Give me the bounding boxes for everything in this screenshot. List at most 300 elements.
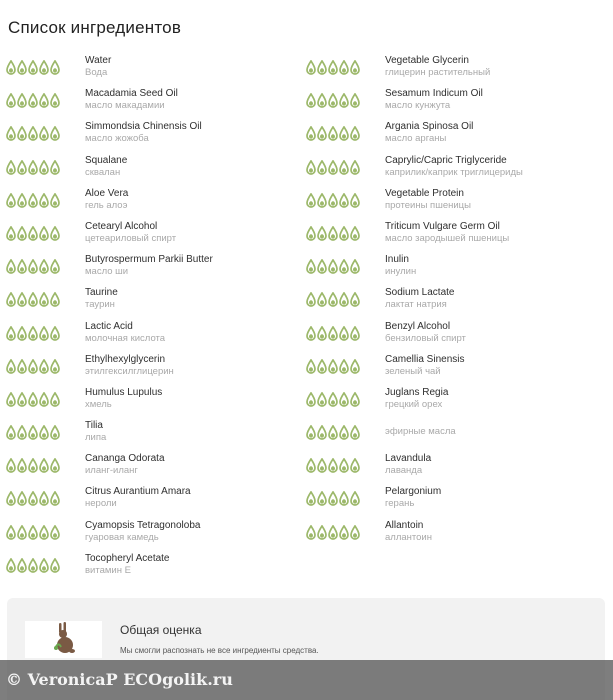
safety-rating — [6, 60, 60, 75]
ingredient-russian-name: гель алоэ — [85, 199, 128, 211]
drop-icon — [317, 359, 327, 374]
safety-rating — [6, 359, 60, 374]
safety-rating — [6, 93, 60, 108]
ingredient-russian-name: масло жожоба — [85, 133, 149, 145]
safety-rating — [306, 292, 360, 307]
drop-icon — [328, 458, 338, 473]
ingredient-inci-name: Aloe Vera — [85, 187, 129, 199]
safety-rating — [306, 126, 360, 141]
ingredient-inci-name: Simmondsia Chinensis Oil — [85, 121, 202, 133]
drop-icon — [339, 193, 349, 208]
ingredient-names — [85, 420, 106, 444]
drop-icon — [328, 226, 338, 241]
safety-rating — [306, 491, 360, 506]
ingredient-inci-name: Sodium Lactate — [385, 287, 455, 299]
drop-icon — [39, 558, 49, 573]
drop-icon — [6, 558, 16, 573]
drop-icon — [328, 193, 338, 208]
drop-icon — [28, 226, 38, 241]
drop-icon — [17, 458, 27, 473]
drop-icon — [28, 326, 38, 341]
ingredient-inci-name: Cananga Odorata — [85, 453, 165, 465]
safety-rating — [306, 359, 360, 374]
drop-icon — [350, 326, 360, 341]
drop-icon — [328, 292, 338, 307]
safety-rating — [306, 525, 360, 540]
ingredient-russian-name: таурин — [85, 299, 115, 311]
drop-icon — [306, 126, 316, 141]
drop-icon — [317, 292, 327, 307]
drop-icon — [50, 491, 60, 506]
ingredient-names — [385, 188, 471, 212]
drop-icon — [39, 193, 49, 208]
drop-icon — [339, 525, 349, 540]
ingredient-russian-name: бензиловый спирт — [385, 332, 466, 344]
ingredient-row[interactable] — [6, 251, 306, 284]
safety-rating — [306, 425, 360, 440]
drop-icon — [6, 425, 16, 440]
ingredient-row[interactable] — [6, 284, 306, 317]
drop-icon — [39, 392, 49, 407]
drop-icon — [328, 392, 338, 407]
ingredient-row[interactable] — [6, 384, 306, 417]
drop-icon — [317, 491, 327, 506]
drop-icon — [350, 93, 360, 108]
safety-rating — [306, 458, 360, 473]
drop-icon — [6, 226, 16, 241]
drop-icon — [50, 60, 60, 75]
drop-icon — [328, 425, 338, 440]
drop-icon — [28, 93, 38, 108]
ingredient-inci-name: Allantoin — [385, 519, 424, 531]
drop-icon — [39, 259, 49, 274]
ingredient-names — [85, 188, 128, 212]
ingredient-names — [85, 121, 202, 145]
drop-icon — [350, 226, 360, 241]
safety-rating — [6, 491, 60, 506]
drop-icon — [328, 160, 338, 175]
ingredient-inci-name: Humulus Lupulus — [85, 386, 163, 398]
drop-icon — [17, 160, 27, 175]
drop-icon — [39, 60, 49, 75]
drop-icon — [39, 226, 49, 241]
drop-icon — [350, 292, 360, 307]
ingredient-inci-name: Water — [85, 55, 112, 66]
drop-icon — [28, 458, 38, 473]
drop-icon — [6, 259, 16, 274]
drop-icon — [350, 525, 360, 540]
rabbit-logo-icon — [25, 621, 102, 658]
ingredient-row[interactable] — [306, 52, 606, 85]
ingredient-names — [85, 486, 191, 510]
drop-icon — [306, 392, 316, 407]
ingredient-row[interactable] — [6, 517, 306, 550]
drop-icon — [339, 425, 349, 440]
ingredient-names — [85, 453, 165, 477]
drop-icon — [17, 525, 27, 540]
safety-rating — [6, 458, 60, 473]
safety-rating — [306, 93, 360, 108]
drop-icon — [28, 193, 38, 208]
ingredient-row[interactable] — [306, 185, 606, 218]
ingredient-names — [385, 287, 455, 311]
drop-icon — [28, 126, 38, 141]
drop-icon — [50, 93, 60, 108]
ingredient-names — [385, 55, 490, 79]
drop-icon — [350, 458, 360, 473]
drop-icon — [28, 60, 38, 75]
safety-rating — [306, 326, 360, 341]
drop-icon — [6, 491, 16, 506]
drop-icon — [28, 425, 38, 440]
safety-rating — [306, 392, 360, 407]
drop-icon — [328, 93, 338, 108]
drop-icon — [28, 558, 38, 573]
drop-icon — [17, 359, 27, 374]
ingredient-row[interactable] — [6, 118, 306, 151]
drop-icon — [6, 193, 16, 208]
ingredient-names — [85, 287, 118, 311]
drop-icon — [306, 525, 316, 540]
drop-icon — [6, 292, 16, 307]
ingredient-names — [385, 88, 483, 112]
drop-icon — [350, 359, 360, 374]
drop-icon — [28, 491, 38, 506]
drop-icon — [328, 126, 338, 141]
safety-rating — [6, 558, 60, 573]
watermark-text: © VeronicaP ECOgolik.ru — [6, 670, 233, 689]
ingredient-row[interactable] — [306, 218, 606, 251]
drop-icon — [6, 126, 16, 141]
drop-icon — [328, 491, 338, 506]
drop-icon — [317, 226, 327, 241]
safety-rating — [6, 126, 60, 141]
ingredient-row[interactable] — [306, 384, 606, 417]
drop-icon — [39, 359, 49, 374]
ingredient-inci-name: Tocopheryl Acetate — [85, 552, 170, 564]
drop-icon — [50, 525, 60, 540]
drop-icon — [339, 326, 349, 341]
drop-icon — [317, 60, 327, 75]
drop-icon — [306, 193, 316, 208]
safety-rating — [6, 392, 60, 407]
ingredient-inci-name: Cetearyl Alcohol — [85, 220, 158, 232]
ingredient-names — [85, 553, 170, 577]
drop-icon — [50, 126, 60, 141]
safety-rating — [306, 193, 360, 208]
drop-icon — [50, 458, 60, 473]
drop-icon — [328, 359, 338, 374]
drop-icon — [6, 458, 16, 473]
drop-icon — [17, 193, 27, 208]
ingredient-russian-name: лаванда — [385, 465, 423, 477]
drop-icon — [306, 326, 316, 341]
drop-icon — [317, 326, 327, 341]
ingredient-names — [85, 221, 176, 245]
drop-icon — [28, 259, 38, 274]
ingredient-row[interactable] — [6, 85, 306, 118]
drop-icon — [350, 193, 360, 208]
safety-rating — [306, 60, 360, 75]
ingredient-row[interactable] — [306, 318, 606, 351]
drop-icon — [50, 292, 60, 307]
drop-icon — [328, 259, 338, 274]
drop-icon — [350, 126, 360, 141]
drop-icon — [6, 392, 16, 407]
ingredient-row[interactable] — [306, 483, 606, 516]
drop-icon — [50, 392, 60, 407]
ingredient-inci-name: Cyamopsis Tetragonoloba — [85, 519, 201, 531]
safety-rating — [6, 326, 60, 341]
ingredient-names — [385, 121, 473, 145]
drop-icon — [317, 425, 327, 440]
drop-icon — [50, 326, 60, 341]
drop-icon — [350, 392, 360, 407]
drop-icon — [39, 458, 49, 473]
ingredient-russian-name: эфирные масла — [385, 426, 456, 438]
ingredient-russian-name: этилгексилглицерин — [85, 365, 174, 377]
drop-icon — [17, 226, 27, 241]
drop-icon — [350, 259, 360, 274]
ingredient-russian-name: масло кунжута — [385, 100, 451, 112]
safety-rating — [6, 193, 60, 208]
drop-icon — [28, 292, 38, 307]
safety-rating — [306, 226, 360, 241]
safety-rating — [306, 259, 360, 274]
drop-icon — [317, 160, 327, 175]
ingredient-row[interactable] — [6, 52, 306, 85]
ingredient-row[interactable] — [6, 318, 306, 351]
ingredient-russian-name: масло макадамии — [85, 100, 165, 112]
ingredient-row[interactable] — [306, 351, 606, 384]
ingredient-row[interactable] — [306, 118, 606, 151]
ingredient-inci-name: Pelargonium — [385, 486, 442, 498]
ingredient-row[interactable] — [306, 450, 606, 483]
ingredient-names — [385, 520, 432, 544]
safety-rating — [6, 292, 60, 307]
drop-icon — [6, 60, 16, 75]
ingredient-russian-name: герань — [385, 498, 415, 510]
drop-icon — [17, 491, 27, 506]
drop-icon — [306, 259, 316, 274]
ingredient-row[interactable] — [6, 152, 306, 185]
drop-icon — [317, 93, 327, 108]
drop-icon — [28, 160, 38, 175]
ingredient-row[interactable] — [6, 417, 306, 450]
drop-icon — [39, 126, 49, 141]
ingredient-russian-name: сквалан — [85, 166, 121, 178]
ingredient-russian-name: зеленый чай — [385, 365, 441, 377]
ingredient-names — [385, 221, 509, 245]
drop-icon — [39, 292, 49, 307]
ingredient-names — [85, 88, 178, 112]
ingredients-right-column — [306, 52, 606, 550]
drop-icon — [306, 292, 316, 307]
page-title: Список ингредиентов — [8, 18, 182, 37]
drop-icon — [306, 160, 316, 175]
drop-icon — [339, 226, 349, 241]
safety-rating — [6, 160, 60, 175]
ingredient-russian-name: липа — [85, 432, 107, 444]
ingredient-inci-name: Triticum Vulgare Germ Oil — [385, 220, 500, 232]
drop-icon — [50, 193, 60, 208]
drop-icon — [17, 558, 27, 573]
drop-icon — [39, 491, 49, 506]
drop-icon — [328, 525, 338, 540]
ingredient-names — [385, 453, 431, 477]
ingredient-inci-name: Taurine — [85, 287, 118, 299]
ingredient-names — [385, 387, 448, 411]
drop-icon — [39, 425, 49, 440]
drop-icon — [306, 226, 316, 241]
ingredient-row[interactable] — [306, 517, 606, 550]
ingredients-left-column — [6, 52, 306, 583]
drop-icon — [328, 326, 338, 341]
ingredient-russian-name: нероли — [85, 498, 117, 510]
ingredient-names — [385, 155, 523, 179]
drop-icon — [17, 259, 27, 274]
safety-rating — [6, 259, 60, 274]
drop-icon — [6, 160, 16, 175]
ingredient-russian-name: витамин Е — [85, 564, 131, 576]
ingredient-row[interactable] — [306, 284, 606, 317]
drop-icon — [339, 359, 349, 374]
drop-icon — [50, 558, 60, 573]
ingredient-names — [385, 354, 464, 378]
ingredient-names — [85, 155, 127, 179]
drop-icon — [17, 392, 27, 407]
ingredient-names — [85, 387, 162, 411]
drop-icon — [339, 160, 349, 175]
ingredient-russian-name: молочная кислота — [85, 332, 166, 344]
drop-icon — [28, 392, 38, 407]
ingredient-inci-name: Vegetable Glycerin — [385, 55, 469, 66]
ingredient-inci-name: Vegetable Protein — [385, 187, 464, 199]
drop-icon — [39, 160, 49, 175]
drop-icon — [306, 425, 316, 440]
drop-icon — [317, 458, 327, 473]
ingredient-names — [385, 486, 441, 510]
ingredient-row[interactable] — [6, 450, 306, 483]
ingredient-russian-name: протеины пшеницы — [385, 199, 471, 211]
safety-rating — [6, 425, 60, 440]
drop-icon — [350, 160, 360, 175]
drop-icon — [17, 126, 27, 141]
drop-icon — [306, 93, 316, 108]
ingredient-row[interactable] — [6, 483, 306, 516]
ingredient-russian-name: хмель — [85, 398, 112, 410]
ingredient-row[interactable] — [6, 550, 306, 583]
drop-icon — [306, 491, 316, 506]
drop-icon — [17, 60, 27, 75]
ingredient-names — [85, 354, 174, 378]
ingredient-inci-name: Sesamum Indicum Oil — [385, 88, 483, 100]
overall-rating-text: Мы смогли распознать не все ингредиенты средства. — [120, 646, 319, 655]
watermark-banner — [0, 660, 613, 700]
ingredient-row[interactable] — [306, 152, 606, 185]
drop-icon — [317, 392, 327, 407]
ingredient-names — [385, 254, 416, 278]
ingredient-inci-name: Macadamia Seed Oil — [85, 88, 178, 100]
ingredient-russian-name: глицерин растительный — [385, 67, 491, 78]
ingredient-inci-name: Squalane — [85, 154, 128, 166]
drop-icon — [306, 60, 316, 75]
ingredient-inci-name: Argania Spinosa Oil — [385, 121, 474, 133]
safety-rating — [306, 160, 360, 175]
ingredient-inci-name: Lactic Acid — [85, 320, 133, 332]
ingredient-inci-name: Tilia — [85, 420, 103, 432]
safety-rating — [6, 525, 60, 540]
drop-icon — [39, 93, 49, 108]
ingredient-row[interactable] — [6, 351, 306, 384]
ingredient-row[interactable] — [306, 85, 606, 118]
ingredient-russian-name: масло зародышей пшеницы — [385, 232, 510, 244]
ingredient-inci-name: Ethylhexylglycerin — [85, 353, 166, 365]
ingredient-russian-name: иланг-иланг — [85, 465, 138, 477]
drop-icon — [17, 425, 27, 440]
ingredient-inci-name: Citrus Aurantium Amara — [85, 486, 191, 498]
drop-icon — [339, 126, 349, 141]
ingredient-row[interactable] — [6, 185, 306, 218]
drop-icon — [17, 292, 27, 307]
drop-icon — [50, 359, 60, 374]
drop-icon — [17, 93, 27, 108]
ingredient-russian-name: инулин — [385, 266, 417, 278]
drop-icon — [17, 326, 27, 341]
drop-icon — [39, 525, 49, 540]
ingredient-inci-name: Caprylic/Capric Triglyceride — [385, 154, 507, 166]
ingredient-russian-name: масло ши — [85, 266, 129, 278]
drop-icon — [339, 259, 349, 274]
drop-icon — [28, 525, 38, 540]
ingredient-names — [85, 520, 200, 544]
ingredient-names — [85, 254, 213, 278]
ingredient-russian-name: цетеариловый спирт — [85, 232, 177, 244]
drop-icon — [306, 458, 316, 473]
ingredient-russian-name: каприлик/каприк триглицериды — [385, 166, 523, 178]
drop-icon — [339, 458, 349, 473]
ingredient-names — [85, 55, 111, 79]
drop-icon — [339, 60, 349, 75]
ingredient-names — [385, 420, 456, 438]
drop-icon — [50, 226, 60, 241]
ingredient-russian-name: масло арганы — [385, 133, 447, 145]
ingredient-row[interactable] — [6, 218, 306, 251]
drop-icon — [317, 259, 327, 274]
drop-icon — [39, 326, 49, 341]
drop-icon — [317, 193, 327, 208]
ingredient-russian-name: Вода — [85, 67, 108, 78]
drop-icon — [339, 491, 349, 506]
ingredient-inci-name: Lavandula — [385, 453, 432, 465]
safety-rating — [6, 226, 60, 241]
drop-icon — [350, 425, 360, 440]
ingredient-inci-name: Inulin — [385, 254, 409, 266]
drop-icon — [339, 392, 349, 407]
ingredient-names — [385, 321, 466, 345]
drop-icon — [6, 359, 16, 374]
ingredient-inci-name: Butyrospermum Parkii Butter — [85, 254, 213, 266]
drop-icon — [317, 126, 327, 141]
ingredient-russian-name: грецкий орех — [385, 398, 443, 410]
ingredient-row[interactable] — [306, 251, 606, 284]
ingredient-row[interactable] — [306, 417, 606, 450]
drop-icon — [28, 359, 38, 374]
drop-icon — [50, 160, 60, 175]
drop-icon — [317, 525, 327, 540]
ingredient-russian-name: гуаровая камедь — [85, 531, 159, 543]
drop-icon — [6, 93, 16, 108]
